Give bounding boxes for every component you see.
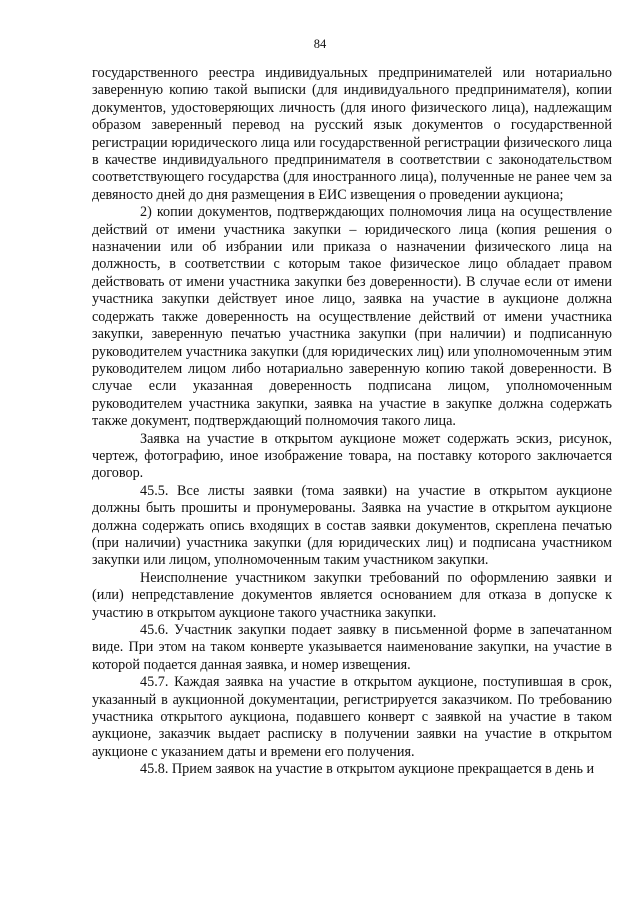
paragraph-product-image: Заявка на участие в открытом аукционе может содержать эскиз, рисунок, чертеж, фотографию, иное изображение товара, на поставку которого заключается договор.	[92, 430, 612, 482]
document-body	[92, 65, 612, 779]
paragraph-45-6: 45.6. Участник закупки подает заявку в письменной форме в запечатанном виде. При этом на таком конверте указывается наименование закупки, на участие в которой подается данная заявка, и номер извещения.	[92, 622, 612, 673]
paragraph-authority-documents: 2) копии документов, подтверждающих полномочия лица на осуществление действий от имени участника закупки – юридического лица (копия решения о назначении или об избрании или приказа о назначении физического лица на должность, в соответствии с которым такое физическое лицо обладает правом действовать от имени участника закупки без доверенности). В случае если от имени участника закупки действует иное лицо, заявка на участие в аукционе должна содержать также доверенность на осуществление действий от имени участника закупки, заверенную печатью участника закупки (при наличии) и подписанную руководителем участника закупки (для юридических лиц) или уполномоченным этим руководителем лицом либо нотариально заверенную копию такой доверенности. В случае если указанная доверенность подписана лицом, уполномоченным руководителем участника закупки, заявка на участие в закупке должна содержать также документ, подтверждающий полномочия такого лица.	[92, 204, 612, 430]
page-number: 84	[313, 37, 327, 51]
paragraph-45-7: 45.7. Каждая заявка на участие в открытом аукционе, поступившая в срок, указанный в аукционной документации, регистрируется заказчиком. По требованию участника открытого аукциона, подавшего конверт с заявкой на участие в таком аукционе, заказчик выдает расписку в получении заявки на участие в открытом аукционе с указанием даты и времени его получения.	[92, 674, 612, 760]
paragraph-registry-extract: государственного реестра индивидуальных предпринимателей или нотариально заверенную копию такой выписки (для индивидуального предпринимателя), копии документов, удостоверяющих личность (для иного физического лица), надлежащим образом заверенный перевод на русский язык документов о государственной регистрации юридического лица или государственной регистрации физического лица в качестве индивидуального предпринимателя в соответствии с законодательством соответствующего государства (для иностранного лица), полученные не ранее чем за девяносто дней до дня размещения в ЕИС извещения о проведении аукциона;	[92, 65, 612, 203]
paragraph-45-5: 45.5. Все листы заявки (тома заявки) на участие в открытом аукционе должны быть прошиты и пронумерованы. Заявка на участие в открытом аукционе должна содержать опись входящих в состав заявки документов, скреплена печатью (при наличии) участника закупки (для юридических лиц) и подписана участником закупки или лицом, уполномоченным таким участником закупки.	[92, 482, 612, 569]
paragraph-45-8: 45.8. Прием заявок на участие в открытом аукционе прекращается в день и	[140, 761, 595, 778]
paragraph-noncompliance: Неисполнение участником закупки требований по оформлению заявки и (или) непредставление документов является основанием для отказа в допуске к участию в открытом аукционе такого участника закупки.	[92, 569, 612, 621]
